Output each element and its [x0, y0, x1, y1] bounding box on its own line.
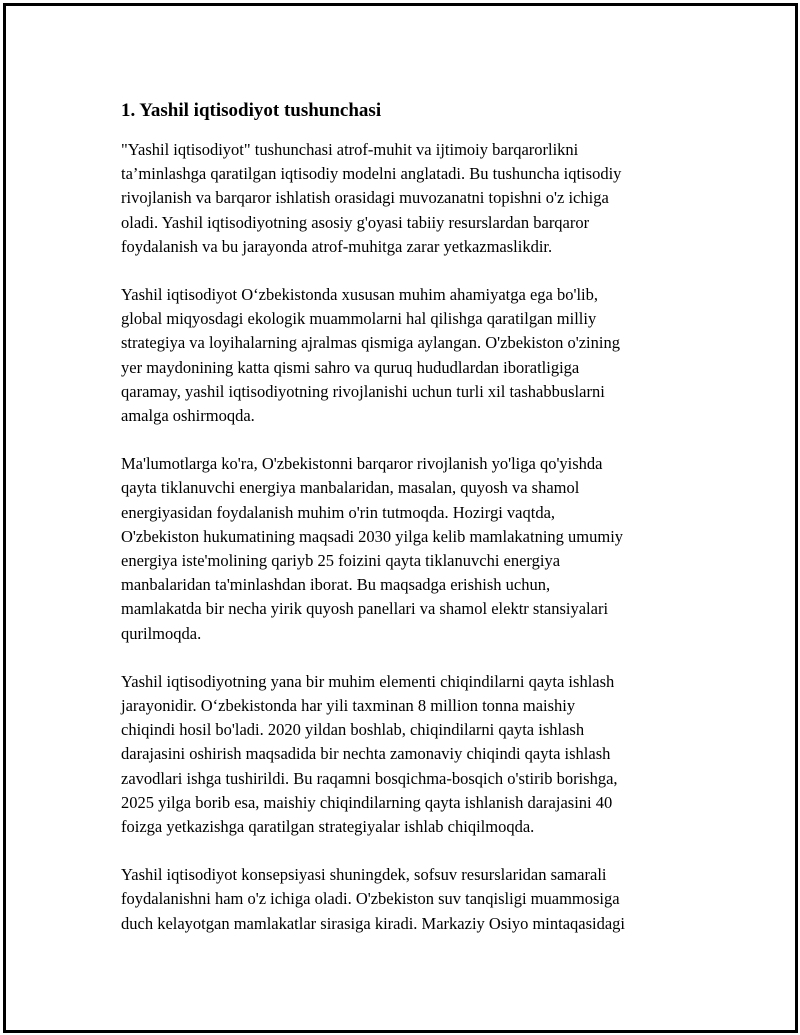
paragraph-definition: "Yashil iqtisodiyot" tushunchasi atrof-muhit va ijtimoiy barqarorlikni ta’minlashga qaratilgan iqtisodiy modelni anglatadi. Bu tushuncha iqtisodiy rivojlanish va barqaror ishlatish orasidagi muvozanatni topishni o'z ichiga oladi. Yashil iqtisodiyotning asosiy g'oyasi tabiiy resurslardan barqaror foydalanish va bu jarayonda atrof-muhitga zarar yetkazmaslikdir.	[121, 140, 622, 256]
document-body	[121, 96, 701, 960]
paragraph-renewable-energy: Ma'lumotlarga ko'ra, O'zbekistonni barqaror rivojlanish yo'liga qo'yishda qayta tiklanuvchi energiya manbalaridan, masalan, quyosh va shamol energiyasidan foydalanish muhim o'rin tutmoqda. Hozirgi vaqtda, O'zbekiston hukumatining maqsadi 2030 yilga kelib mamlakatning umumiy energiya iste'molining qariyb 25 foizini qayta tiklanuvchi energiya manbalaridan ta'minlashdan iborat. Bu maqsadga erishish uchun, mamlakatda bir necha yirik quyosh panellari va shamol elektr stansiyalari qurilmoqda.	[121, 454, 624, 643]
paragraph-waste-recycling: Yashil iqtisodiyotning yana bir muhim elementi chiqindilarni qayta ishlash jarayonidir. O‘zbekistonda har yili taxminan 8 million tonna maishiy chiqindi hosil bo'ladi. 2020 yildan boshlab, chiqindilarni qayta ishlash darajasini oshirish maqsadida bir nechta zamonaviy chiqindi qayta ishlash zavodlari ishga tushirildi. Bu raqamni bosqichma-bosqich o'stirib borishga, 2025 yilga borib esa, maishiy chiqindilarning qayta ishlanish darajasini 40 foizga yetkazishga qaratilgan strategiyalar ishlab chiqilmoqda.	[121, 671, 618, 837]
page-frame	[3, 3, 798, 1033]
section-heading: 1. Yashil iqtisodiyot tushunchasi	[121, 100, 382, 121]
paragraph-uzbekistan-importance: Yashil iqtisodiyot O‘zbekistonda xususan muhim ahamiyatga ega bo'lib, global miqyosdagi ekologik muammolarni hal qilishga qaratilgan milliy strategiya va loyihalarning ajralmas qismiga aylangan. O'zbekiston o'zining yer maydonining katta qismi sahro va quruq hududlardan iboratligiga qaramay, yashil iqtisodiyotning rivojlanishi uchun turli xil tashabbuslarni amalga oshirmoqda.	[121, 285, 620, 426]
paragraph-water-resources: Yashil iqtisodiyot konsepsiyasi shuningdek, sofsuv resurslaridan samarali foydalanishni ham o'z ichiga oladi. O'zbekiston suv tanqisligi muammosiga duch kelayotgan mamlakatlar sirasiga kiradi. Markaziy Osiyo mintaqasidagi	[121, 865, 626, 933]
